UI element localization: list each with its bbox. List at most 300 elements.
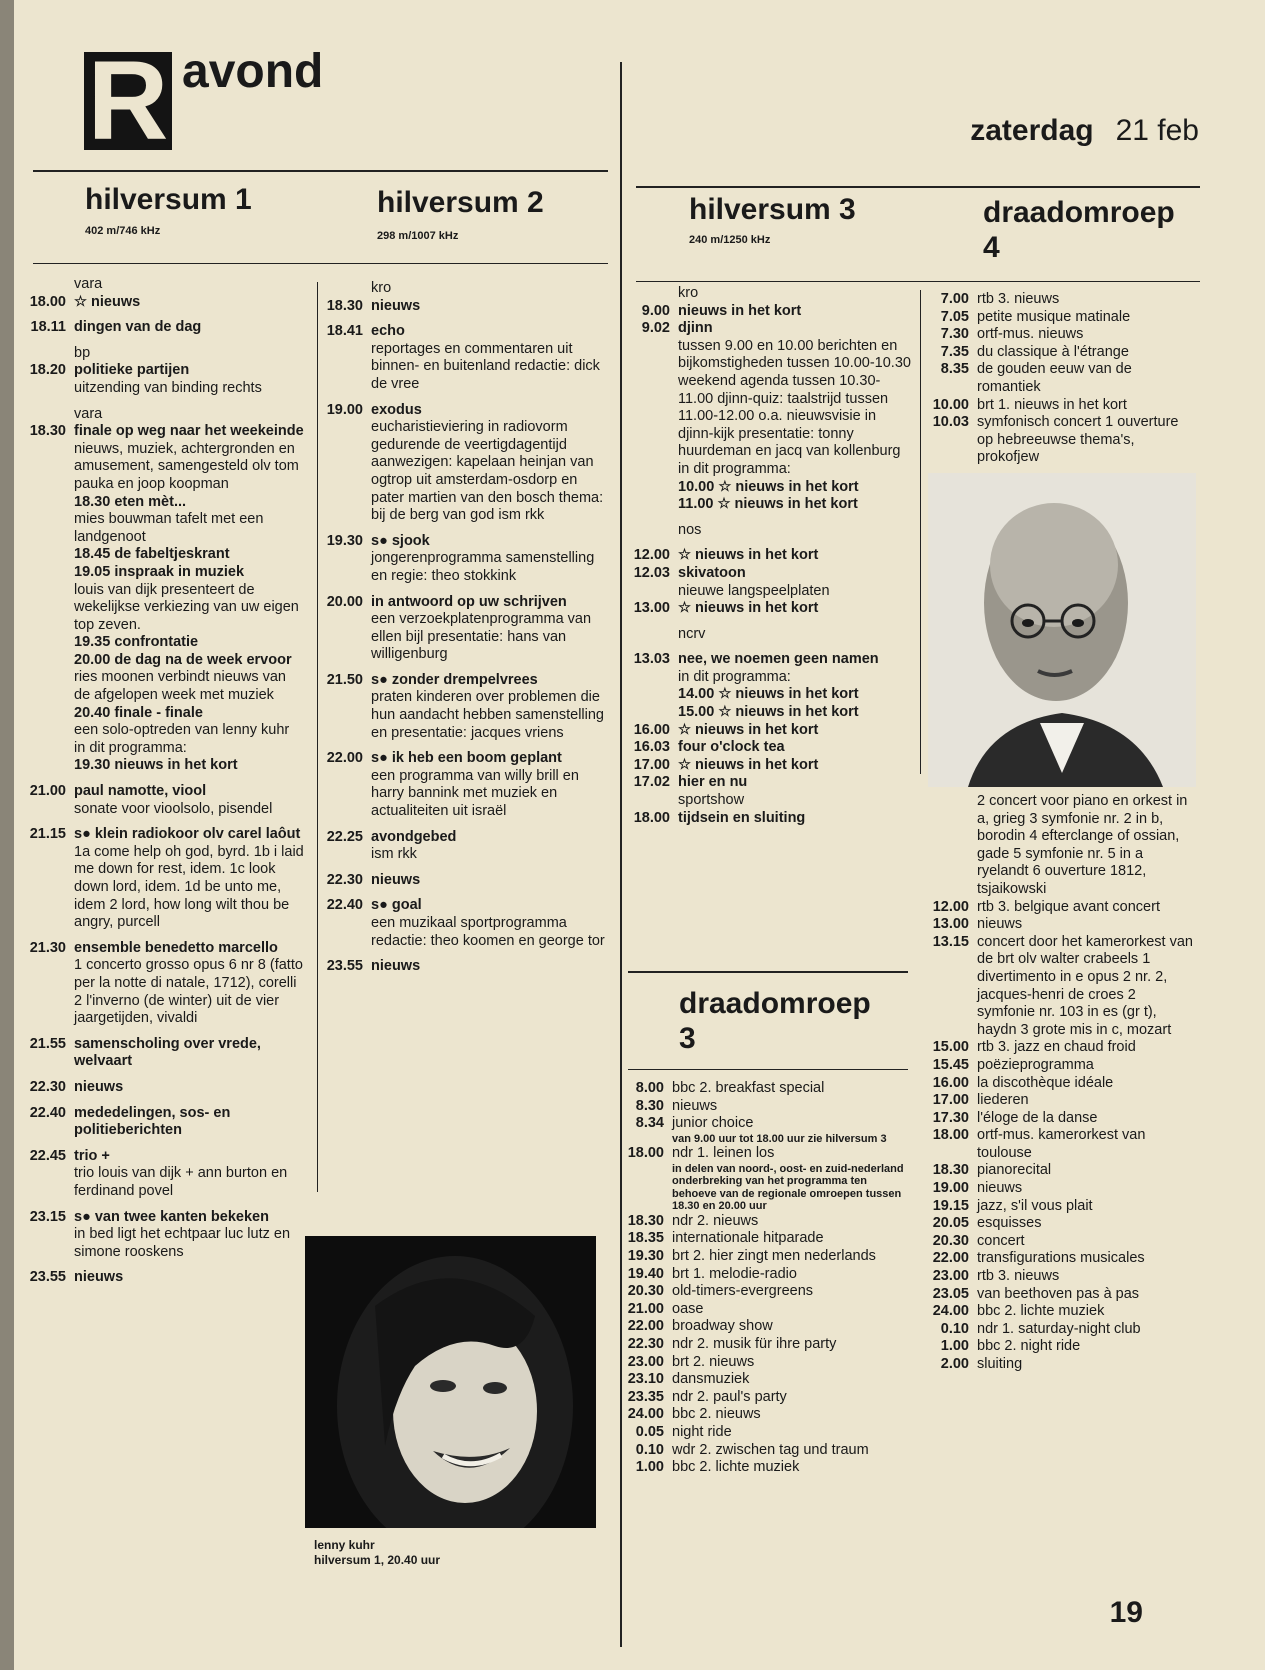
entry-title: nieuws	[371, 958, 421, 975]
entry-title: ☆ nieuws in het kort	[678, 547, 819, 564]
entry-title: nieuws	[371, 871, 421, 888]
entry-text: ndr 1. leinen los	[672, 1145, 775, 1162]
entry-time: 22.45	[29, 1147, 66, 1164]
draad4-schedule-top	[925, 291, 1195, 467]
entry-title: nieuws	[74, 1269, 124, 1286]
entry-text: de gouden eeuw van de romantiek	[977, 361, 1132, 395]
schedule-entry	[925, 1162, 1195, 1180]
entry-title: dingen van de dag	[74, 319, 202, 336]
schedule-entry	[925, 361, 1195, 396]
schedule-entry	[22, 826, 304, 932]
entry-text: brt 1. nieuws in het kort	[977, 396, 1127, 413]
schedule-entry	[22, 1105, 304, 1140]
schedule-entry	[925, 326, 1195, 344]
entry-time: 17.30	[932, 1109, 969, 1126]
entry-text: du classique à l'étrange	[977, 343, 1129, 360]
entry-title: 19.05 inspraak in muziek	[74, 563, 245, 580]
schedule-entry	[626, 626, 911, 644]
entry-time: 18.30	[932, 1162, 969, 1179]
entry-text: reportages en commentaren uit binnen- en buitenland redactie: dick de vree	[371, 340, 600, 392]
entry-time: 10.00	[932, 396, 969, 413]
schedule-entry	[319, 872, 609, 890]
hilversum1-freq: 402 m/746 kHz	[85, 225, 161, 237]
entry-time: 20.30	[932, 1232, 969, 1249]
entry-text: ndr 2. musik für ihre party	[672, 1336, 837, 1353]
entry-text: een verzoekplatenprogramma van ellen bijl presentatie: hans van willigenburg	[371, 611, 592, 663]
entry-time: 10.03	[932, 414, 969, 431]
rule-left-top	[33, 170, 608, 172]
hilversum3-schedule	[626, 285, 911, 827]
entry-time: 13.00	[932, 916, 969, 933]
entry-text: rtb 3. nieuws	[977, 291, 1060, 307]
schedule-entry	[925, 793, 1195, 899]
entry-text: eucharistieviering in radiovorm gedurende de veertigdagentijd aanwezigen: kapelaan heinjan van ogtrop uit amsterdam-osdorp en pater martien van den bosch thema: bij de berg van god ism rkk	[371, 419, 604, 524]
entry-text: ncrv	[678, 625, 706, 642]
entry-time: 12.03	[633, 564, 670, 581]
entry-text: ndr 2. paul's party	[672, 1388, 787, 1405]
prokofjew-portrait	[928, 473, 1196, 787]
schedule-entry	[22, 294, 304, 312]
schedule-entry	[22, 757, 304, 775]
entry-text: 1 concerto grosso opus 6 nr 8 (fatto per la notte di natale, 1712), corelli 2 l'inverno (de winter) uit de vier jaargetijden, vivaldi	[74, 957, 303, 1027]
entry-time: 23.35	[627, 1388, 664, 1405]
entry-text: nos	[678, 521, 702, 538]
entry-time: 23.00	[932, 1268, 969, 1285]
entry-text: rtb 3. belgique avant concert	[977, 898, 1160, 915]
entry-text: dansmuziek	[672, 1371, 750, 1388]
page-number: 19	[1109, 1596, 1143, 1629]
entry-time: 21.00	[627, 1300, 664, 1317]
entry-time: 23.55	[29, 1269, 66, 1286]
entry-title: nieuws	[371, 297, 421, 314]
schedule-entry	[925, 1039, 1195, 1057]
entry-time: 21.55	[29, 1035, 66, 1052]
schedule-entry	[319, 594, 609, 664]
entry-time: 23.55	[326, 958, 363, 975]
entry-time: 19.00	[326, 401, 363, 418]
entry-time: 12.00	[633, 547, 670, 564]
schedule-entry	[319, 750, 609, 820]
schedule-entry	[925, 1180, 1195, 1198]
schedule-entry	[22, 345, 304, 363]
date-label: 21 feb	[1115, 114, 1199, 147]
schedule-entry	[22, 546, 304, 564]
schedule-entry	[925, 1356, 1195, 1374]
schedule-entry	[925, 1321, 1195, 1339]
schedule-entry	[925, 1268, 1195, 1286]
schedule-entry	[626, 565, 911, 600]
schedule-entry	[626, 651, 911, 686]
entry-text: vara	[74, 405, 103, 422]
caption-name: lenny kuhr	[314, 1538, 375, 1552]
entry-text: oase	[672, 1300, 704, 1317]
entry-text: kro	[371, 280, 392, 296]
schedule-entry	[925, 1198, 1195, 1216]
entry-title: 11.00 ☆ nieuws in het kort	[678, 496, 858, 513]
entry-time: 22.40	[326, 897, 363, 914]
entry-time: 18.35	[627, 1230, 664, 1247]
rule-h1-h2	[317, 282, 318, 1192]
entry-time: 16.00	[633, 721, 670, 738]
entry-text: old-timers-evergreens	[672, 1283, 814, 1300]
schedule-entry	[22, 1269, 304, 1287]
entry-text: mies bouwman tafelt met een landgenoot	[74, 511, 264, 545]
schedule-entry	[925, 1286, 1195, 1304]
entry-text: ism rkk	[371, 846, 417, 863]
schedule-entry	[22, 494, 304, 547]
schedule-entry	[626, 496, 911, 514]
schedule-entry	[620, 1354, 910, 1372]
entry-title: finale op weg naar het weekeinde	[74, 423, 304, 440]
entry-title: four o'clock tea	[678, 739, 785, 756]
entry-time: 22.25	[326, 828, 363, 845]
entry-title: 19.35 confrontatie	[74, 634, 199, 651]
entry-time: 18.30	[627, 1212, 664, 1229]
schedule-entry	[620, 1371, 910, 1389]
schedule-entry	[925, 1250, 1195, 1268]
schedule-entry	[626, 739, 911, 757]
schedule-entry	[620, 1080, 910, 1098]
entry-text: nieuwe langspeelplaten	[678, 582, 830, 599]
entry-text: 2 concert voor piano en orkest in a, grieg 3 symfonie nr. 2 in b, borodin 4 efterclange of ossian, gade 5 symfonie nr. 5 in a ryelandt 6 ouverture 1812, tsjaikowski	[977, 793, 1188, 897]
entry-text: concert	[977, 1232, 1025, 1249]
schedule-entry	[925, 397, 1195, 415]
schedule-entry	[319, 298, 609, 316]
entry-time: 7.05	[940, 308, 969, 325]
entry-text: jongerenprogramma samenstelling en regie: theo stokkink	[371, 550, 595, 584]
entry-text: nieuws, muziek, achtergronden en amusement, samengesteld olv tom pauka en joop koopman	[74, 440, 299, 492]
schedule-entry	[22, 783, 304, 818]
entry-title: samenscholing over vrede, welvaart	[74, 1035, 261, 1070]
entry-time: 19.40	[627, 1265, 664, 1282]
caption-info: hilversum 1, 20.40 uur	[314, 1553, 441, 1567]
entry-text: la discothèque idéale	[977, 1074, 1114, 1091]
entry-title: s● ik heb een boom geplant	[371, 750, 562, 767]
draad4-title	[983, 196, 1175, 265]
entry-time: 8.30	[635, 1097, 664, 1114]
photo-caption	[314, 1538, 440, 1568]
rule-h3-d4	[920, 290, 921, 774]
page-date	[970, 116, 1199, 146]
entry-time: 21.15	[29, 826, 66, 843]
schedule-entry	[925, 1110, 1195, 1128]
entry-time: 18.20	[29, 362, 66, 379]
schedule-entry	[626, 320, 911, 478]
schedule-entry	[319, 829, 609, 864]
schedule-entry	[925, 291, 1195, 309]
entry-title: skivatoon	[678, 564, 746, 581]
entry-time: 22.00	[627, 1318, 664, 1335]
schedule-entry	[22, 406, 304, 424]
schedule-entry	[620, 1424, 910, 1442]
entry-time: 2.00	[940, 1356, 969, 1372]
schedule-entry	[626, 547, 911, 565]
draad3-title-line2: 3	[679, 1021, 696, 1055]
schedule-entry	[925, 1092, 1195, 1110]
entry-time: 9.00	[641, 302, 670, 319]
entry-text: poëzieprogramma	[977, 1056, 1094, 1073]
schedule-entry	[22, 276, 304, 294]
rule-draad3-top	[628, 971, 908, 973]
entry-title: s● van twee kanten bekeken	[74, 1208, 269, 1225]
schedule-entry	[626, 810, 911, 828]
entry-time: 8.34	[635, 1115, 664, 1132]
schedule-entry	[22, 1079, 304, 1097]
entry-title: ☆ nieuws in het kort	[678, 756, 819, 773]
entry-time: 21.30	[29, 939, 66, 956]
entry-time: 18.00	[627, 1145, 664, 1162]
entry-time: 19.30	[326, 532, 363, 549]
schedule-entry	[925, 309, 1195, 327]
schedule-entry	[626, 479, 911, 497]
schedule-entry	[22, 634, 304, 652]
entry-text: vara	[74, 276, 103, 292]
entry-text: nieuws	[672, 1097, 718, 1114]
schedule-entry	[620, 1283, 910, 1301]
entry-time: 19.30	[627, 1248, 664, 1265]
entry-title: 20.00 de dag na de week ervoor	[74, 651, 292, 668]
schedule-entry	[925, 916, 1195, 934]
entry-title: tijdsein en sluiting	[678, 809, 806, 826]
entry-time: 0.10	[940, 1320, 969, 1337]
entry-time: 23.00	[627, 1353, 664, 1370]
entry-text: broadway show	[672, 1318, 773, 1335]
entry-text: van beethoven pas à pas	[977, 1285, 1140, 1302]
schedule-entry	[626, 285, 911, 303]
entry-text: nieuws	[977, 1180, 1023, 1197]
entry-text: brt 2. nieuws	[672, 1353, 755, 1370]
entry-title: 10.00 ☆ nieuws in het kort	[678, 478, 859, 495]
entry-text: trio louis van dijk + ann burton en ferdinand povel	[74, 1165, 288, 1199]
entry-title: in antwoord op uw schrijven	[371, 593, 567, 610]
entry-title: s● goal	[371, 897, 422, 914]
entry-time: 9.02	[641, 320, 670, 337]
entry-text: liederen	[977, 1092, 1029, 1109]
entry-text: ortf-mus. kamerorkest van toulouse	[977, 1127, 1146, 1161]
entry-text: jazz, s'il vous plait	[977, 1197, 1093, 1214]
entry-time: 7.00	[940, 291, 969, 307]
entry-text: ries moonen verbindt nieuws van de afgelopen week met muziek	[74, 669, 286, 704]
entry-time: 22.30	[627, 1336, 664, 1353]
entry-text: bbc 2. nieuws	[672, 1406, 761, 1423]
entry-time: 18.00	[932, 1127, 969, 1144]
entry-text: bp	[74, 344, 91, 361]
entry-title: politieke partijen	[74, 362, 190, 379]
entry-title: paul namotte, viool	[74, 783, 207, 800]
entry-title: ☆ nieuws	[74, 293, 141, 310]
entry-time: 22.00	[932, 1250, 969, 1267]
entry-text: in dit programma:	[678, 668, 791, 685]
schedule-entry	[319, 323, 609, 393]
schedule-entry	[319, 402, 609, 525]
entry-time: 7.30	[940, 326, 969, 343]
schedule-entry	[22, 564, 304, 634]
entry-text: petite musique matinale	[977, 308, 1131, 325]
schedule-entry	[925, 934, 1195, 1040]
entry-text: bbc 2. night ride	[977, 1338, 1081, 1355]
draad4-title-line2: 4	[983, 230, 1000, 264]
entry-text: ndr 1. saturday-night club	[977, 1320, 1141, 1337]
schedule-entry	[626, 774, 911, 809]
schedule-entry	[620, 1318, 910, 1336]
schedule-entry	[925, 344, 1195, 362]
entry-title: hier en nu	[678, 774, 748, 791]
schedule-entry	[620, 1248, 910, 1266]
entry-text: rtb 3. jazz en chaud froid	[977, 1039, 1136, 1056]
entry-text: bbc 2. lichte muziek	[977, 1303, 1105, 1320]
draad4-title-line1: draadomroep	[983, 196, 1175, 229]
hilversum1-schedule	[22, 276, 304, 1287]
schedule-entry	[620, 1406, 910, 1424]
entry-time: 21.00	[29, 783, 66, 800]
binding-edge	[0, 0, 14, 1670]
entry-time: 16.03	[633, 739, 670, 756]
entry-text: in bed ligt het echtpaar luc lutz en simone rooskens	[74, 1226, 291, 1260]
schedule-entry	[319, 280, 609, 298]
entry-text: ortf-mus. nieuws	[977, 326, 1084, 343]
entry-text: bbc 2. lichte muziek	[672, 1459, 800, 1476]
schedule-entry	[925, 414, 1195, 467]
schedule-entry	[925, 1338, 1195, 1356]
entry-text: esquisses	[977, 1215, 1042, 1232]
entry-time: 18.30	[29, 423, 66, 440]
schedule-entry	[925, 899, 1195, 917]
schedule-entry	[925, 1075, 1195, 1093]
schedule-entry	[925, 1127, 1195, 1162]
entry-title: exodus	[371, 401, 422, 418]
entry-title: nieuws	[74, 1078, 124, 1095]
entry-time: 17.00	[932, 1092, 969, 1109]
entry-text: louis van dijk presenteert de wekelijkse verkiezing van uw eigen top zeven.	[74, 581, 299, 633]
schedule-entry	[22, 1036, 304, 1071]
entry-title: 15.00 ☆ nieuws in het kort	[678, 704, 859, 721]
schedule-entry	[620, 1098, 910, 1116]
entry-text: praten kinderen over problemen die hun aandacht hebben samenstelling en presentatie: jacques vriens	[371, 689, 604, 741]
entry-title: mededelingen, sos- en politieberichten	[74, 1104, 231, 1139]
entry-time: 20.30	[627, 1283, 664, 1300]
schedule-entry	[626, 722, 911, 740]
entry-text: night ride	[672, 1424, 732, 1440]
day-label: zaterdag	[970, 114, 1094, 147]
entry-text: symfonisch concert 1 ouverture op hebreeuwse thema's, prokofjew	[977, 414, 1179, 466]
entry-time: 12.00	[932, 898, 969, 915]
schedule-entry	[620, 1115, 910, 1145]
entry-time: 22.30	[326, 871, 363, 888]
entry-note: in delen van noord-, oost- en zuid-nederland onderbreking van het programma ten behoeve van de regionale omroepen tussen 18.30 en 20.00 uur	[672, 1162, 904, 1213]
section-title: avond	[182, 45, 324, 98]
schedule-entry	[22, 705, 304, 758]
entry-time: 17.02	[633, 774, 670, 791]
entry-text: een programma van willy brill en harry bannink met muziek en actualiteiten uit israël	[371, 767, 579, 820]
entry-text: pianorecital	[977, 1162, 1052, 1179]
entry-title: nieuws in het kort	[678, 302, 802, 319]
entry-title: 18.30 eten mèt...	[74, 493, 187, 510]
entry-time: 15.00	[932, 1039, 969, 1056]
entry-text: 1a come help oh god, byrd. 1b i laid me down for rest, idem. 1c look down lord, idem. 1d be unto me, idem 2 lord, how long wilt thou be angry, purcell	[74, 843, 304, 931]
photo-prokofjew	[928, 473, 1196, 787]
entry-text: brt 2. hier zingt men nederlands	[672, 1248, 876, 1265]
draad3-title-line1: draadomroep	[679, 987, 871, 1020]
lenny-kuhr-portrait	[305, 1236, 596, 1528]
entry-text: ndr 2. nieuws	[672, 1212, 759, 1229]
entry-text: een solo-optreden van lenny kuhr in dit programma:	[74, 722, 290, 756]
entry-time: 8.35	[940, 361, 969, 378]
rule-draad3-sub	[628, 1069, 908, 1070]
entry-time: 21.50	[326, 671, 363, 688]
entry-time: 0.05	[635, 1424, 664, 1440]
entry-title: echo	[371, 323, 405, 340]
entry-text: l'éloge de la danse	[977, 1109, 1098, 1126]
schedule-entry	[626, 704, 911, 722]
schedule-entry	[22, 652, 304, 705]
entry-text: brt 1. melodie-radio	[672, 1265, 797, 1282]
schedule-entry	[319, 958, 609, 976]
entry-title: ensemble benedetto marcello	[74, 939, 278, 956]
hilversum2-schedule	[319, 280, 609, 976]
schedule-entry	[319, 533, 609, 586]
entry-title: s● zonder drempelvrees	[371, 671, 538, 688]
entry-time: 1.00	[635, 1459, 664, 1476]
schedule-entry	[925, 1303, 1195, 1321]
entry-title: avondgebed	[371, 828, 457, 845]
entry-text: bbc 2. breakfast special	[672, 1080, 825, 1096]
schedule-entry	[620, 1213, 910, 1231]
entry-time: 18.30	[326, 297, 363, 314]
entry-text: tussen 9.00 en 10.00 berichten en bijkomstigheden tussen 10.00-10.30 weekend agenda tussen 10.30-11.00 djinn-quiz: taalstrijd tussen 11.00-12.00 o.a. nieuwsvisie in djinn-kijk presentatie: tonny huurdeman en jacq van kollenburg in dit programma:	[678, 337, 911, 477]
schedule-entry	[22, 1209, 304, 1262]
entry-text: kro	[678, 285, 699, 301]
entry-text: wdr 2. zwischen tag und traum	[672, 1441, 869, 1458]
entry-time: 18.00	[633, 809, 670, 826]
entry-time: 20.00	[326, 593, 363, 610]
rule-right-sub	[636, 281, 1200, 282]
entry-time: 22.00	[326, 750, 363, 767]
entry-time: 13.15	[932, 933, 969, 950]
schedule-entry	[626, 303, 911, 321]
schedule-entry	[925, 1233, 1195, 1251]
draad3-schedule	[620, 1080, 910, 1477]
draad3-title	[679, 987, 871, 1056]
rule-right-top	[636, 186, 1200, 188]
schedule-entry	[626, 522, 911, 540]
schedule-entry	[319, 897, 609, 950]
entry-text: nieuws	[977, 916, 1023, 933]
entry-title: djinn	[678, 320, 713, 337]
entry-title: s● sjook	[371, 532, 430, 549]
entry-time: 13.03	[633, 651, 670, 668]
entry-title: ☆ nieuws in het kort	[678, 600, 819, 617]
schedule-entry	[620, 1266, 910, 1284]
entry-time: 17.00	[633, 756, 670, 773]
hilversum2-freq: 298 m/1007 kHz	[377, 230, 459, 242]
entry-time: 22.40	[29, 1104, 66, 1121]
entry-time: 0.10	[635, 1441, 664, 1458]
entry-time: 18.00	[29, 293, 66, 310]
schedule-entry	[620, 1301, 910, 1319]
schedule-entry	[22, 362, 304, 397]
entry-title: 18.45 de fabeltjeskrant	[74, 546, 230, 563]
schedule-entry	[620, 1389, 910, 1407]
entry-time: 23.05	[932, 1285, 969, 1302]
entry-time: 18.11	[30, 319, 66, 336]
entry-title: 20.40 finale - finale	[74, 704, 203, 721]
schedule-entry	[22, 940, 304, 1028]
schedule-entry	[620, 1459, 910, 1477]
draad4-schedule-bottom	[925, 793, 1195, 1374]
entry-time: 7.35	[940, 343, 969, 360]
schedule-entry	[620, 1442, 910, 1460]
entry-text: een muzikaal sportprogramma redactie: theo koomen en george tor	[371, 915, 605, 949]
